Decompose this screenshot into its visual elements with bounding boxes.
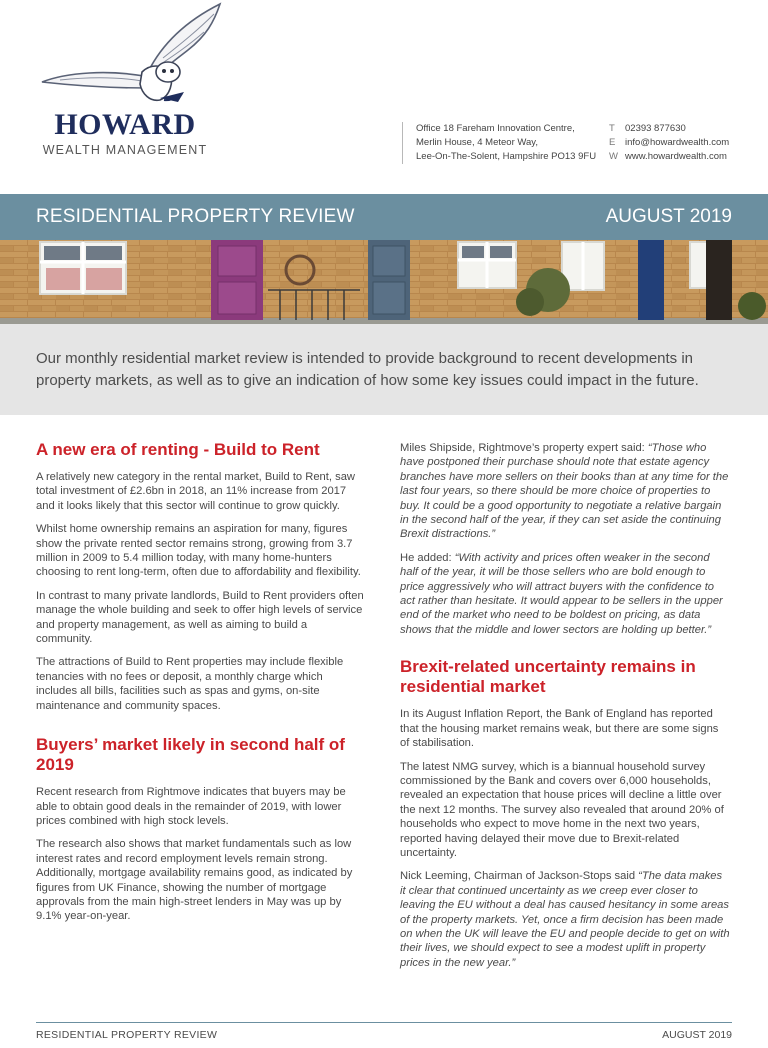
- terrace-houses-photo: [0, 240, 768, 324]
- brand-block: [30, 108, 220, 157]
- title-banner: [0, 194, 768, 240]
- email-key: E: [609, 137, 616, 148]
- phone-number[interactable]: 02393 877630: [625, 123, 686, 134]
- paragraph: Recent research from Rightmove indicates that buyers may be able to obtain good deals in the remainder of 2019, with lower prices combined with high stock levels.: [36, 786, 346, 827]
- right-column: [400, 441, 730, 979]
- brand-subtitle: WEALTH MANAGEMENT: [42, 143, 208, 157]
- paragraph: Whilst home ownership remains an aspiration for many, figures show the private rented sector remains strong, growing from 3.7 million in 2009 to 5.4 million today, with many home-hunters choosing to rent long-term, often due to affordability and flexibility.: [36, 523, 361, 579]
- paragraph: The attractions of Build to Rent properties may include flexible tenancies with no fees or deposit, a monthly charge which includes all bills, facilities such as spas and gyms, on-site maintenance and community spaces.: [36, 656, 344, 712]
- web-key: W: [609, 151, 618, 162]
- paragraph: In its August Inflation Report, the Bank of England has reported that the housing market remains weak, but there are some signs of stabilisation.: [400, 708, 719, 750]
- phone-key: T: [609, 123, 615, 134]
- phone-row: [609, 122, 739, 136]
- website-link[interactable]: www.howardwealth.com: [625, 151, 727, 162]
- email-row: [609, 136, 739, 150]
- quote-lead: He added:: [400, 551, 455, 564]
- footer-title: RESIDENTIAL PROPERTY REVIEW: [36, 1029, 218, 1041]
- review-title: RESIDENTIAL PROPERTY REVIEW: [36, 206, 355, 227]
- intro-panel: [0, 324, 768, 415]
- contact-details: [609, 122, 739, 164]
- quote-lead: Nick Leeming, Chairman of Jackson-Stops said: [400, 870, 639, 883]
- quote-text: “The data makes it clear that continued uncertainty as we creep ever closer to leaving the EU without a deal has caused hesitancy in some areas of the property markets. Yet, once a firm decision has been made on when the UK will leave the EU and people decide to get on with their lives, we should expect to see a modest uplift in property prices in the new year.”: [400, 870, 730, 969]
- paragraph: In contrast to many private landlords, Build to Rent providers often manage the whole building and seek to offer high levels of service and property management, as well as aiming to build a community.: [36, 589, 364, 646]
- left-column: [36, 440, 366, 933]
- paragraph: The latest NMG survey, which is a biannual household survey commissioned by the Bank and covers over 6,000 households, revealed an expectation that house prices will decline a little over the next 12 months. The survey also revealed that around 20% of households who expect to move home in the next two years, reported having delayed their move due to Brexit-related uncertainty.: [400, 760, 724, 859]
- quote-paragraph: [400, 551, 730, 637]
- review-date: AUGUST 2019: [605, 206, 732, 227]
- intro-text: Our monthly residential market review is intended to provide background to recent developments in property markets, as well as to give an indication of how some key issues could impact in the future.: [36, 350, 699, 389]
- quote-paragraph: [400, 441, 730, 542]
- quote-lead: Miles Shipside, Rightmove’s property expert said:: [400, 442, 648, 454]
- web-row: [609, 150, 739, 164]
- contact-block: [402, 122, 743, 164]
- address-line-2: Merlin House, 4 Meteor Way,: [416, 137, 538, 148]
- footer-date: AUGUST 2019: [662, 1029, 732, 1041]
- quote-text: “Those who have postponed their purchase should note that estate agency branches have more sellers on their books than at any time for the last four years, so there should be more choice of properties to buy. It could be a good opportunity to negotiate a relative bargain in the second half of the year, if they can set aside the continuing Brexit distractions.”: [400, 442, 729, 541]
- address-line-1: Office 18 Fareham Innovation Centre,: [416, 123, 575, 134]
- section-heading-brexit: Brexit-related uncertainty remains in residential market: [400, 657, 696, 697]
- section-heading-buyers-market: Buyers’ market likely in second half of 2019: [36, 735, 345, 775]
- brand-name: HOWARD: [54, 108, 196, 141]
- paragraph: The research also shows that market fundamentals such as low interest rates and record employment levels remain strong. Additionally, mortgage availability remains good, as indicated by figures from UK Finance, showing the number of mortgage approvals from the main high-street lenders in May was up by 9.1% year-on-year.: [36, 838, 353, 923]
- address: [416, 122, 606, 164]
- paragraph: A relatively new category in the rental market, Build to Rent, saw total investment of £2.6bn in 2018, an 11% increase from 2017 and it looks likely that this sector will continue to grow quickly.: [36, 471, 355, 512]
- footer-divider: [36, 1022, 732, 1023]
- owl-in-flight-icon: [38, 2, 228, 107]
- address-line-3: Lee-On-The-Solent, Hampshire PO13 9FU: [416, 151, 597, 162]
- quote-text: “With activity and prices often weaker in the second half of the year, it will be those sellers who are bold enough to price aggressively who will attract buyers with the confidence to act rather than hesitate. It would appear to be sellers in the upper end of the market who need to be boldest on pricing, as data shows that the middle and lower sectors are holding up better.”: [400, 551, 723, 636]
- section-heading-build-to-rent: A new era of renting - Build to Rent: [36, 440, 320, 459]
- email-link[interactable]: info@howardwealth.com: [625, 137, 730, 148]
- quote-paragraph: [400, 869, 730, 970]
